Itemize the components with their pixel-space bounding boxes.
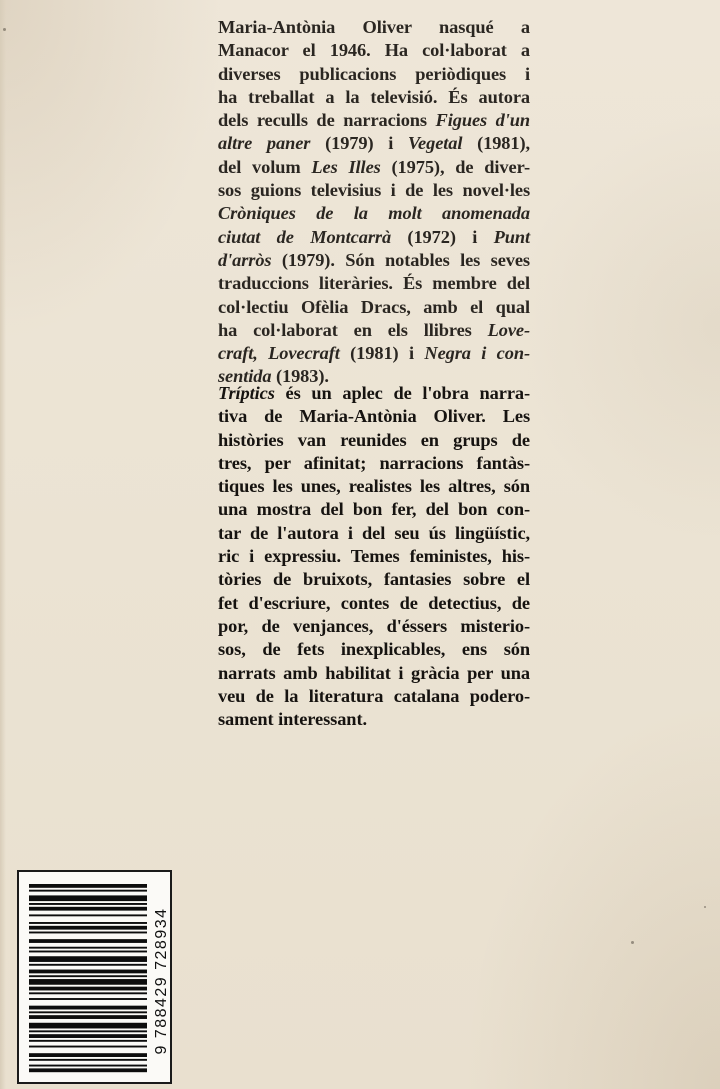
- barcode-bar: [29, 1068, 147, 1072]
- italic-title-text: Figues d'un: [435, 110, 530, 131]
- blurb-text-line: [218, 592, 530, 615]
- blurb-text-line: [218, 498, 530, 521]
- text-run: sos, de fets inexplicables, ens són: [218, 639, 530, 660]
- text-run: tres, per afinitat; narracions fantàs-: [218, 452, 530, 473]
- barcode-digits-area: [152, 888, 172, 1074]
- text-run: ha col·laborat en els llibres: [218, 319, 488, 340]
- barcode-bar: [29, 922, 147, 924]
- text-run: narrats amb habilitat i gràcia per una: [218, 662, 530, 683]
- blurb-text-line: [218, 662, 530, 685]
- italic-title-text: ciutat de Montcarrà: [218, 226, 392, 247]
- barcode-bar: [29, 964, 147, 966]
- barcode-bar: [29, 1034, 147, 1038]
- paper-speck: [631, 941, 634, 944]
- blurb-text-line: [218, 522, 530, 545]
- italic-title-text: Cròniques de la molt anomenada: [218, 203, 530, 224]
- barcode-bar: [29, 895, 147, 901]
- italic-title-text: Tríptics: [218, 383, 275, 403]
- barcode-bar: [29, 1006, 147, 1010]
- barcode-bar: [29, 890, 147, 892]
- barcode-bar: [29, 932, 147, 934]
- bio-text-line: [218, 86, 530, 109]
- text-run: veu de la literatura catalana podero-: [218, 685, 530, 706]
- paper-speck: [704, 906, 706, 908]
- text-run: sos guions televisius i de les novel·les: [218, 180, 530, 201]
- text-run: Manacor el 1946. Ha col·laborat a: [218, 40, 530, 61]
- barcode-bar: [29, 1015, 147, 1019]
- bio-text-line: [218, 249, 530, 272]
- bio-text-line: [218, 202, 530, 225]
- text-run: és un aplec de l'obra narra-: [274, 383, 530, 403]
- barcode-bar: [29, 884, 147, 888]
- barcode-bar: [29, 975, 147, 977]
- blurb-text-line: [218, 475, 530, 498]
- barcode-bar: [29, 926, 147, 930]
- barcode-bar: [29, 947, 147, 949]
- text-run: tòries de bruixots, fantasies sobre el: [218, 569, 530, 590]
- barcode-bar: [29, 1046, 147, 1048]
- italic-title-text: d'arròs: [218, 249, 272, 270]
- text-run: diverses publicacions periòdiques i: [218, 63, 530, 84]
- bio-text-line: [218, 16, 530, 39]
- bio-text-line: [218, 319, 530, 342]
- bio-text-line: [218, 272, 530, 295]
- text-run: traduccions literàries. És membre del: [218, 273, 530, 294]
- blurb-text-line: [218, 638, 530, 661]
- barcode-bar: [29, 939, 147, 943]
- blurb-text-line: [218, 545, 530, 568]
- barcode-bar: [29, 1053, 147, 1057]
- blurb-text-line: [218, 708, 530, 731]
- blurb-text-line: [218, 405, 530, 428]
- bio-text-line: [218, 179, 530, 202]
- barcode-bar: [29, 1011, 147, 1013]
- italic-title-text: Punt: [493, 226, 530, 247]
- barcode-bar: [29, 992, 147, 994]
- text-run: ha treballat a la televisió. És autora: [218, 86, 530, 107]
- bio-text-line: [218, 226, 530, 249]
- italic-title-text: sentida: [218, 366, 272, 387]
- barcode-bar: [29, 1040, 147, 1042]
- barcode-bars: [29, 884, 147, 1076]
- blurb-text-line: [218, 568, 530, 591]
- bio-text-line: [218, 63, 530, 86]
- text-run: (1983).: [271, 366, 329, 387]
- text-run: una mostra del bon fer, del bon con-: [218, 499, 530, 520]
- barcode-bar: [29, 1059, 147, 1061]
- barcode-bar: [29, 956, 147, 962]
- text-run: Maria-Antònia Oliver nasqué a: [218, 17, 530, 37]
- italic-title-text: craft, Lovecraft: [218, 343, 340, 364]
- text-run: por, de venjances, d'éssers misterio-: [218, 615, 530, 636]
- text-run: (1979). Són notables les seves: [271, 249, 530, 270]
- italic-title-text: Les Illes: [311, 156, 381, 177]
- italic-title-text: Love-: [487, 319, 530, 340]
- text-run: històries van reunides en grups de: [218, 429, 530, 450]
- bio-text-line: [218, 156, 530, 179]
- barcode-bar: [29, 951, 147, 953]
- barcode-digits: 9 788429 728934: [153, 907, 170, 1055]
- text-run: del volum: [218, 156, 312, 177]
- text-run: dels reculls de narracions: [218, 110, 436, 131]
- italic-title-text: altre paner: [218, 133, 311, 154]
- text-run: tiques les unes, realistes les altres, són: [218, 476, 530, 497]
- book-blurb: [218, 382, 530, 731]
- author-biography: [218, 16, 530, 389]
- text-run: col·lectiu Ofèlia Dracs, amb el qual: [218, 296, 530, 317]
- text-run: ric i expressiu. Temes feministes, his-: [218, 546, 530, 567]
- text-run: (1981),: [462, 133, 530, 154]
- text-run: sament interessant.: [218, 709, 367, 730]
- text-run: fet d'escriure, contes de detectius, de: [218, 592, 530, 613]
- bio-text-line: [218, 109, 530, 132]
- blurb-text-line: [218, 615, 530, 638]
- bio-text-line: [218, 39, 530, 62]
- barcode-bar: [29, 987, 147, 991]
- text-run: tiva de Maria-Antònia Oliver. Les: [218, 406, 530, 427]
- cover-edge-shadow: [0, 0, 6, 1089]
- barcode-bar: [29, 979, 147, 985]
- barcode-bar: [29, 1030, 147, 1032]
- text-run: tar de l'autora i del seu ús lingüístic,: [218, 522, 530, 543]
- barcode-bar: [29, 1023, 147, 1029]
- blurb-text-line: [218, 382, 530, 405]
- text-run: (1972) i: [391, 226, 494, 247]
- text-run: (1975), de diver-: [380, 156, 530, 177]
- barcode-bar: [29, 907, 147, 911]
- text-run: (1981) i: [339, 343, 425, 364]
- blurb-text-line: [218, 429, 530, 452]
- blurb-text-line: [218, 452, 530, 475]
- barcode-bar: [29, 970, 147, 974]
- italic-title-text: Negra i con-: [424, 343, 530, 364]
- paper-speck: [3, 28, 6, 31]
- isbn-barcode: [17, 870, 172, 1084]
- barcode-bar: [29, 998, 147, 1000]
- italic-title-text: Vegetal: [407, 133, 463, 154]
- bio-text-line: [218, 342, 530, 365]
- blurb-text-line: [218, 685, 530, 708]
- bio-text-line: [218, 296, 530, 319]
- barcode-bar: [29, 903, 147, 905]
- text-run: (1979) i: [310, 133, 408, 154]
- bio-text-line: [218, 132, 530, 155]
- barcode-bar: [29, 1065, 147, 1067]
- barcode-bar: [29, 914, 147, 916]
